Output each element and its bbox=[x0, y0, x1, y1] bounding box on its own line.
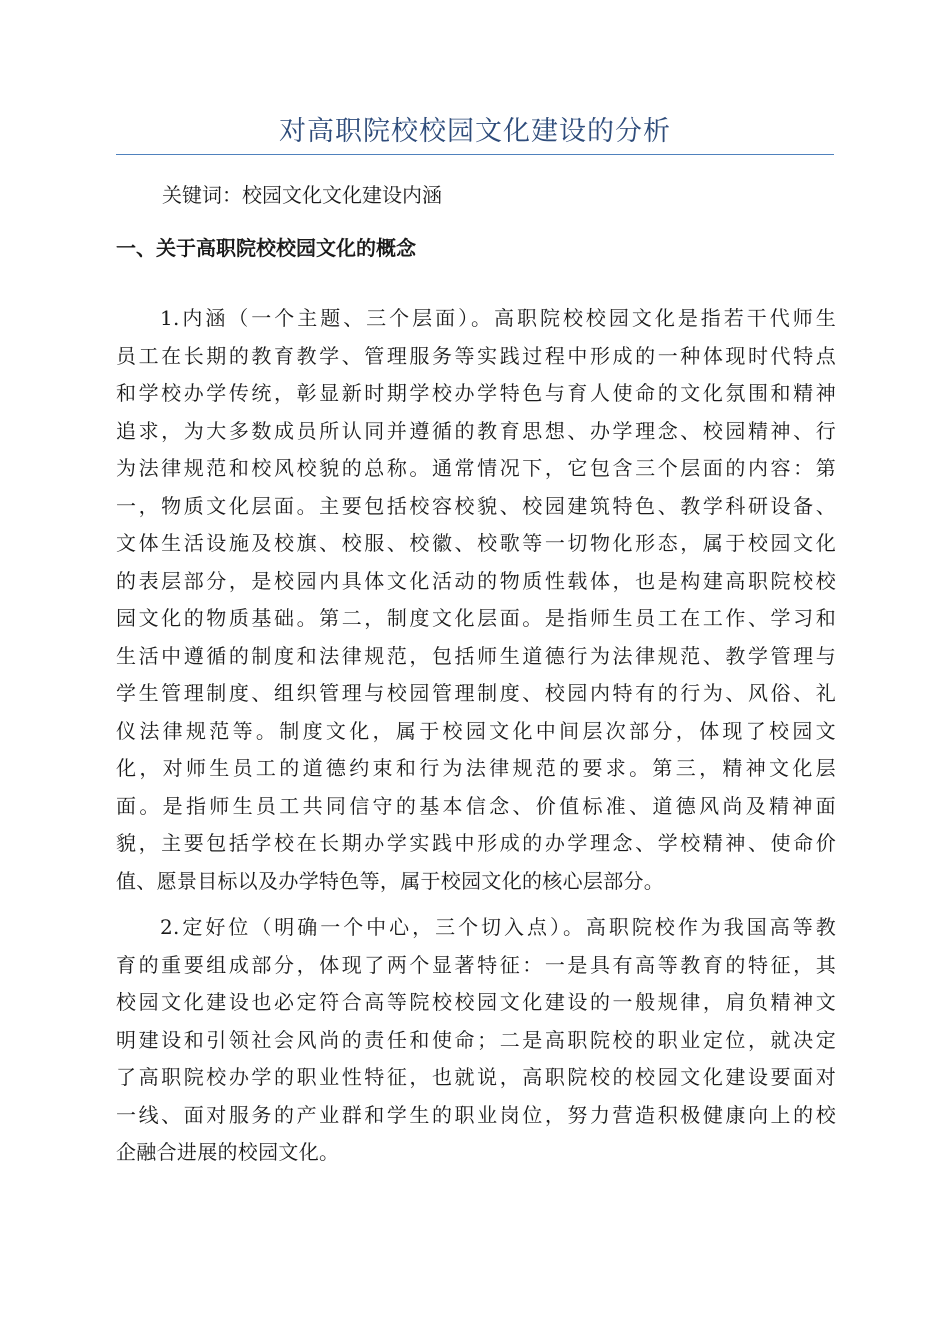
paragraph-line: 仪法律规范等。制度文化，属于校园文化中间层次部分，体现了校园文 bbox=[116, 718, 836, 743]
paragraph-line: 学生管理制度、组织管理与校园管理制度、校园内特有的行为、风俗、礼 bbox=[116, 681, 836, 705]
paragraph-line: 为法律规范和校风校貌的总称。通常情况下，它包含三个层面的内容：第 bbox=[116, 456, 836, 480]
paragraph-line: 值、愿景目标以及办学特色等，属于校园文化的核心层部分。 bbox=[116, 868, 665, 893]
paragraph-positioning bbox=[116, 909, 836, 1172]
paragraph-line: 一，物质文化层面。主要包括校容校貌、校园建筑特色、教学科研设备、 bbox=[116, 493, 836, 518]
title-underline bbox=[116, 154, 834, 155]
paragraph-line: 追求，为大多数成员所认同并遵循的教育思想、办学理念、校园精神、行 bbox=[116, 418, 836, 443]
paragraph-line: 一线、面对服务的产业群和学生的职业岗位，努力营造积极健康向上的校 bbox=[116, 1102, 836, 1127]
paragraph-line: 育的重要组成部分，体现了两个显著特征：一是具有高等教育的特征，其 bbox=[116, 952, 836, 977]
paragraph-line: 和学校办学传统，彰显新时期学校办学特色与育人使命的文化氛围和精神 bbox=[116, 381, 836, 405]
paragraph-line: 生活中遵循的制度和法律规范，包括师生道德行为法律规范、教学管理与 bbox=[116, 643, 836, 668]
paragraph-line: 文体生活设施及校旗、校服、校徽、校歌等一切物化形态，属于校园文化 bbox=[116, 531, 836, 555]
paragraph-line: 貌，主要包括学校在长期办学实践中形成的办学理念、学校精神、使命价 bbox=[116, 831, 836, 855]
paragraph-line: 1.内涵（一个主题、三个层面）。高职院校校园文化是指若干代师生 bbox=[160, 306, 836, 330]
paragraph-line: 化，对师生员工的道德约束和行为法律规范的要求。第三，精神文化层 bbox=[116, 756, 836, 780]
paragraph-line: 校园文化建设也必定符合高等院校校园文化建设的一般规律，肩负精神文 bbox=[116, 990, 836, 1014]
document-title: 对高职院校校园文化建设的分析 bbox=[279, 116, 671, 147]
section-heading-1: 一、关于高职院校校园文化的概念 bbox=[116, 236, 416, 260]
paragraph-line: 的表层部分，是校园内具体文化活动的物质性载体，也是构建高职院校校 bbox=[116, 568, 836, 593]
paragraph-line: 2.定好位（明确一个中心，三个切入点）。高职院校作为我国高等教 bbox=[160, 915, 836, 939]
paragraph-line: 面。是指师生员工共同信守的基本信念、价值标准、道德风尚及精神面 bbox=[116, 793, 836, 818]
keywords-line: 关键词：校园文化文化建设内涵 bbox=[162, 183, 442, 207]
paragraph-line: 明建设和引领社会风尚的责任和使命；二是高职院校的职业定位，就决定 bbox=[116, 1027, 836, 1052]
paragraph-line: 园文化的物质基础。第二，制度文化层面。是指师生员工在工作、学习和 bbox=[116, 606, 836, 630]
paragraph-connotation bbox=[116, 300, 836, 900]
paragraph-line: 企融合进展的校园文化。 bbox=[116, 1140, 340, 1164]
paragraph-line: 了高职院校办学的职业性特征，也就说，高职院校的校园文化建设要面对 bbox=[116, 1065, 836, 1089]
paragraph-line: 员工在长期的教育教学、管理服务等实践过程中形成的一种体现时代特点 bbox=[116, 343, 836, 368]
